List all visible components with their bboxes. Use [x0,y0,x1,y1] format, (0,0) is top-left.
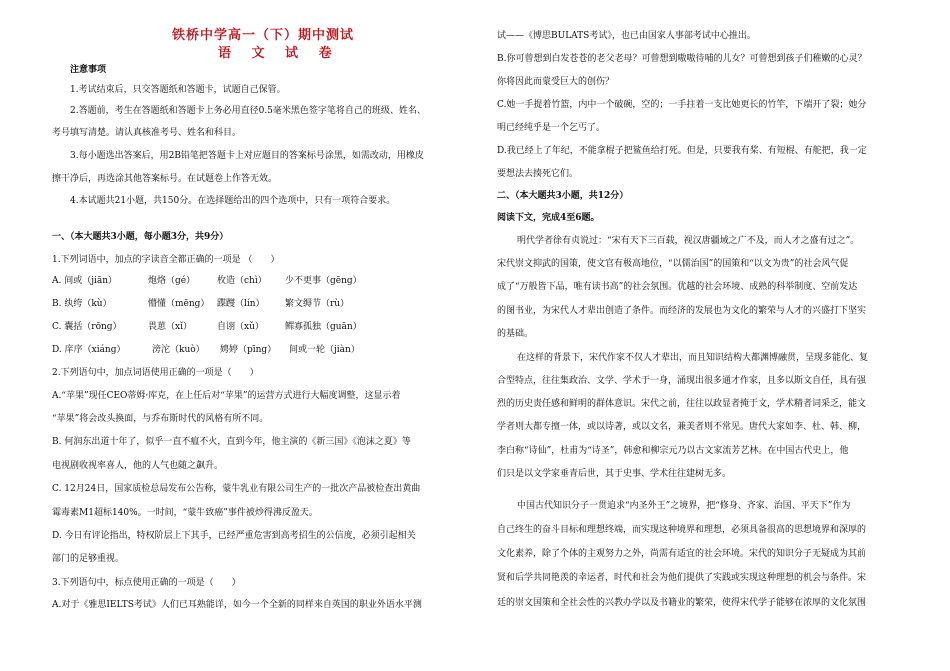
passage-line: 文化素养，除了个体的主观努力之外，尚需有适宜的社会环境。宋代的知识分子无疑成为其前 [497,549,867,559]
q3-line: 明已经纯乎是一个乞丐了。 [497,123,606,133]
q3-line: D.我已经上了年纪，不能拿棍子把鲨鱼给打死。但是，只要我有桨、有短棍、有舵把，我一定 [497,146,867,156]
q1-a-2: 炮烙（gé） [148,276,196,286]
exam-subtitle: 语 文 试 卷 [218,46,340,61]
notice-line: 擦干净后，再选涂其他答案标号。在试题卷上作答无效。 [52,174,278,184]
q3-line: B.你可曾想到白发苍苍的老父老母？可曾想到嗷嗷待哺的儿女？可曾想到孩子们稚嫩的心灵？ [497,54,867,64]
q2-line: 电视剧收视率喜人，他的人气也随之飙升。 [52,461,224,471]
q1-b-3: 蹀躞（lín） [217,299,265,309]
passage-line: 在这样的背景下，宋代作家不仅人才辈出，而且知识结构大都渊博融贯，呈现多能化、复 [517,353,869,363]
q3-line: 试——《博思BULATS考试》，也已由国家人事部考试中心推出。 [497,31,756,41]
passage-line: 中国古代知识分子一贯追求“内圣外王”之境界，把“修身、齐家、治国、平天下”作为 [517,501,851,511]
passage-line: 学者则大都专擅一体，或以诗著，或以文名，兼美者则不常见。唐代大家如李、杜、韩、柳， [497,422,867,432]
q3-line: 要想法去揍死它们。 [497,169,579,179]
q2-line: “苹果”将会改头换面，与乔布斯时代的风格有所不同。 [52,414,269,424]
q1-d-2: 滂沱（kuò） [152,345,205,355]
passage-line: 的图书业，为宋代人才辈出创造了条件。而经济的发展也为文化的繁荣与人才的兴盛打下坚实 [497,306,867,316]
passage-line: 自己终生的奋斗目标和理想终端，而实现这种境界和理想，必须具备很高的思想境界和深厚的 [497,525,867,535]
q2-line: A.“苹果”现任CEO蒂姆·库克，在上任后对“苹果”的运营方式进行大幅度调整，这显示着 [52,391,401,401]
q1-b-2: 懵懂（mēng） [148,299,210,309]
q1-d-4: 间或一轮（jiàn） [289,345,360,355]
q1-c-4: 鳏寡孤独（guān） [285,322,362,332]
notice-line: 2.答题前，考生在答题纸和答题卡上务必用直径0.5毫米黑色签字笔将自己的班级、姓名、 [70,106,426,116]
q3-line: 你将因此而蒙受巨大的创伤？ [497,77,615,87]
passage-line: 的基础。 [497,329,534,339]
passage-line: 们只是以文学家垂青后世，其于史事、学术往往建树无多。 [497,469,732,479]
q1-d-3: 娉婷（pīng） [220,345,277,355]
q1-c-3: 自诩（xǔ） [217,322,264,332]
passage-line: 合型特点，往往集政治、文学、学术于一身，涌现出很多通才作家，且多以斯文自任，具有强 [497,376,867,386]
q1-a-4: 少不更事（gēng） [285,276,362,286]
passage-line: 贤和后学共同艳羡的幸运者，时代和社会为他们提供了实践或实现这种理想的机会与条件。宋 [497,573,867,583]
q2-line: C. 12月24日，国家质检总局发布公告称，蒙牛乳业有限公司生产的一批次产品被检查出黄曲 [52,484,421,494]
q2-stem: 2.下列语句中，加点词语使用正确的一项是（ ） [52,368,259,378]
q1-a-1: A. 间或（jiān） [52,276,118,286]
q3-line: A.对于《雅思IELTS考试》人们已耳熟能详，如今一个全新的同样来自英国的职业外语水平测 [52,600,422,610]
exam-title: 铁桥中学高一（下）期中测试 [172,28,355,43]
passage-line: 宋代崇文抑武的国策，使文官有极高地位，“以儒治国”的国策和“以文为贵”的社会风气促 [497,259,849,269]
section1-heading: 一、（本大题共3小题，每小题3分，共9分） [52,232,229,242]
notice-line: 3.每小题选出答案后，用2B铅笔把答题卡上对应题目的答案标号涂黑，如需改动，用橡皮 [70,151,424,161]
reading-heading: 阅读下文，完成4至6题。 [497,213,600,223]
q2-line: D. 今日有评论指出，特权阶层上下其手，已经严重危害到高考招生的公信度，必须引起相关 [52,531,416,541]
passage-line: 明代学者徐有贞说过：“宋有天下三百载，视汉唐疆域之广不及，而人才之盛有过之”。 [517,236,860,246]
passage-line: 烈的历史责任感和鲜明的群体意识。宋代之前，往往以政显者掩于文，学术精者词采乏，能文 [497,399,867,409]
passage-line: 成了“万般皆下品，唯有读书高”的社会氛围。优越的社会环境、成熟的科举制度、空前发达 [497,282,858,292]
passage-line: 李白称“诗仙”，杜甫为“诗圣”，韩愈和柳宗元乃以古文家流芳艺林。在中国古代史上，他 [497,446,849,456]
q3-stem: 3.下列语句中，标点使用正确的一项是（ ） [52,578,241,588]
notice-heading: 注意事项 [70,65,107,75]
q2-line: 霉毒素M1超标140%。一时间，“蒙牛致癌”事件被炒得沸反盈天。 [52,508,318,518]
q1-d-1: D. 庠序（xiáng） [52,345,126,355]
notice-line: 4.本试题共21小题，共150分。在选择题给出的四个选项中，只有一项符合要求。 [70,196,396,206]
notice-line: 1.考试结束后，只交答题纸和答题卡，试题自己保管。 [70,85,286,95]
q2-line: B. 何润东出道十年了，似乎一直不瘟不火，直到今年，他主演的《新三国》《泡沫之夏》等 [52,437,411,447]
q3-line: C.她一手提着竹篮，内中一个破碗，空的；一手拄着一支比她更长的竹竿，下端开了裂；她分 [497,100,867,110]
section2-heading: 二、（本大题共3小题，共12分） [497,191,629,201]
notice-line: 考号填写清楚。请认真核准考号、姓名和科目。 [52,128,242,138]
q1-c-1: C. 囊括（rōng） [52,322,122,332]
q1-stem: 1.下列词语中，加点的字读音全都正确的一项是 （ ） [52,255,280,265]
q1-b-4: 繁文缛节（rù） [285,299,350,309]
q1-a-3: 枚造（chì） [217,276,267,286]
q2-line: 部门的足够重视。 [52,554,125,564]
q1-c-2: 畏葸（xǐ） [148,322,192,332]
passage-line: 廷的崇文国策和全社会性的兴教办学以及书籍业的繁荣，使得宋代学子能够在浓厚的文化氛围 [497,598,867,608]
q1-b-1: B. 纨绔（kù） [52,299,112,309]
